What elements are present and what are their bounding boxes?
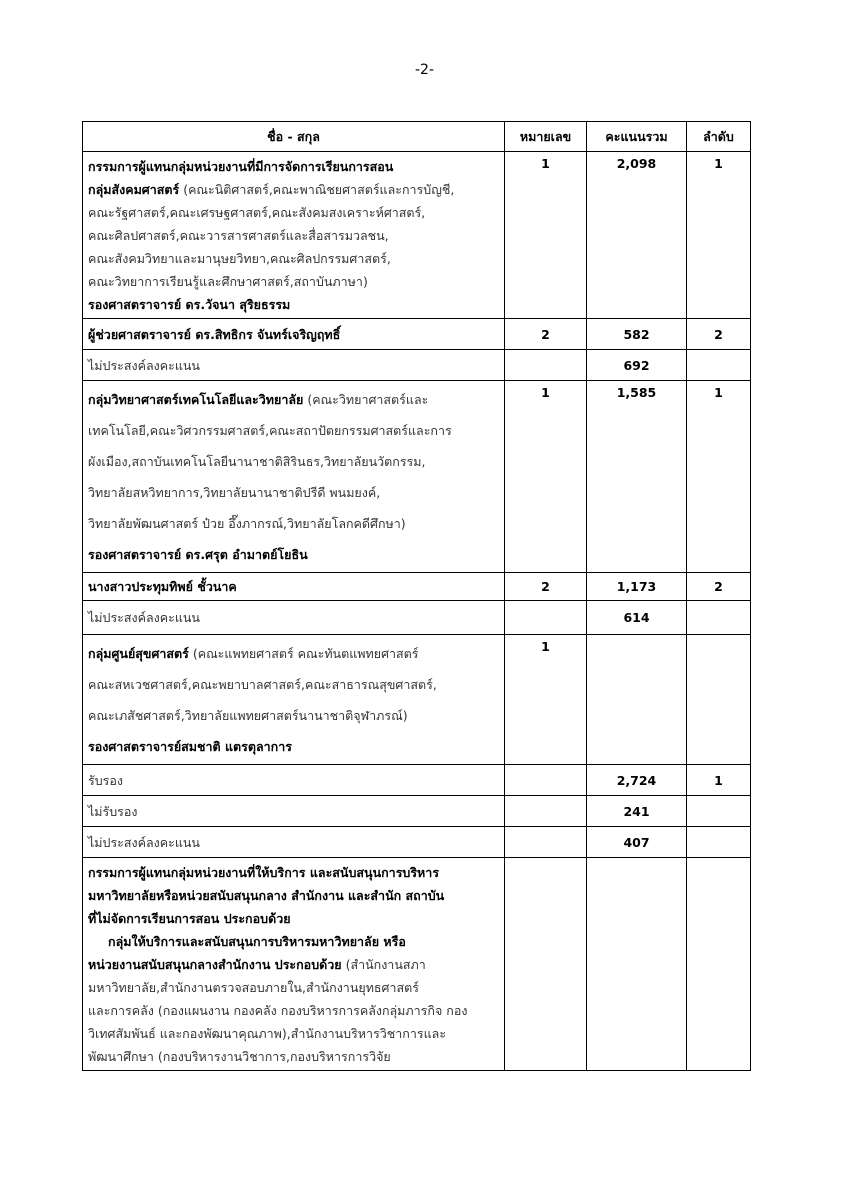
election-results-table [82, 121, 751, 1071]
candidate-total: 582 [587, 319, 687, 350]
section4-subgroup-title: กลุ่มให้บริการและสนับสนุนการบริหารมหาวิทยาลัย หรือ [108, 934, 406, 949]
candidate-number: 1 [505, 635, 587, 765]
table-row [83, 765, 751, 796]
section1-line: คณะสังคมวิทยาและมานุษยวิทยา,คณะศิลปกรรมศาสตร์, [88, 251, 391, 266]
vote-rank [687, 827, 751, 858]
empty-cell [505, 858, 587, 1071]
section2-group-desc: (คณะวิทยาศาสตร์และ [303, 392, 429, 407]
section1-cell [83, 152, 505, 319]
vote-label: ไม่ประสงค์ลงคะแนน [83, 827, 505, 858]
vote-total: 241 [587, 796, 687, 827]
empty-cell [687, 601, 751, 635]
section2-line: ผังเมือง,สถาบันเทคโนโลยีนานาชาติสิรินธร,วิทยาลัยนวัตกรรม, [88, 454, 426, 469]
table-row [83, 635, 751, 765]
page-number: -2- [414, 62, 434, 78]
abstain-label: ไม่ประสงค์ลงคะแนน [83, 350, 505, 381]
section4-group-desc: (สำนักงานสภา [341, 957, 426, 972]
section4-line: และการคลัง (กองแผนงาน กองคลัง กองบริหารการคลังกลุ่มภารกิจ กอง [88, 1003, 468, 1018]
empty-cell [505, 796, 587, 827]
section3-group-name: กลุ่มศูนย์สุขศาสตร์ [88, 646, 189, 661]
candidate-number: 1 [505, 152, 587, 319]
empty-cell [505, 350, 587, 381]
empty-cell [505, 765, 587, 796]
empty-cell [687, 635, 751, 765]
candidate-rank: 1 [687, 381, 751, 573]
candidate-name: นางสาวประทุมทิพย์ ชั้วนาค [83, 573, 505, 601]
section3-line: คณะเภสัชศาสตร์,วิทยาลัยแพทยศาสตร์นานาชาติจุฬาภรณ์) [88, 708, 408, 723]
candidate-rank: 2 [687, 573, 751, 601]
candidate-rank: 1 [687, 152, 751, 319]
header-number: หมายเลข [505, 122, 587, 152]
abstain-label: ไม่ประสงค์ลงคะแนน [83, 601, 505, 635]
section4-cell [83, 858, 505, 1071]
section2-line: เทคโนโลยี,คณะวิศวกรรมศาสตร์,คณะสถาปัตยกรรมศาสตร์และการ [88, 423, 452, 438]
candidate-number: 2 [505, 573, 587, 601]
section2-line: วิทยาลัยพัฒนศาสตร์ ป๋วย อึ๊งภากรณ์,วิทยาลัยโลกคดีศึกษา) [88, 516, 406, 531]
table-row [83, 601, 751, 635]
empty-cell [687, 350, 751, 381]
table-header-row [83, 122, 751, 152]
candidate-rank: 2 [687, 319, 751, 350]
vote-total: 407 [587, 827, 687, 858]
table-row [83, 827, 751, 858]
candidate-name: รองศาสตราจารย์สมชาติ แตรตุลาการ [88, 739, 292, 754]
section4-title: มหาวิทยาลัยหรือหน่วยสนับสนุนกลาง สำนักงาน และสำนัก สถาบัน [88, 888, 445, 903]
section4-line: พัฒนาศึกษา (กองบริหารงานวิชาการ,กองบริหารการวิจัย [88, 1049, 391, 1064]
header-name: ชื่อ - สกุล [83, 122, 505, 152]
section1-title: กรรมการผู้แทนกลุ่มหน่วยงานที่มีการจัดการเรียนการสอน [88, 159, 394, 174]
section1-line: คณะรัฐศาสตร์,คณะเศรษฐศาสตร์,คณะสังคมสงเคราะห์ศาสตร์, [88, 205, 426, 220]
table-row [83, 796, 751, 827]
vote-label: ไม่รับรอง [83, 796, 505, 827]
section3-line: คณะสหเวชศาสตร์,คณะพยาบาลศาสตร์,คณะสาธารณสุขศาสตร์, [88, 677, 437, 692]
table-row [83, 381, 751, 573]
empty-cell [505, 601, 587, 635]
table-row [83, 350, 751, 381]
section2-cell [83, 381, 505, 573]
empty-cell [587, 858, 687, 1071]
section4-group [88, 953, 499, 976]
table-row [83, 858, 751, 1071]
table-row [83, 152, 751, 319]
section1-line: คณะศิลปศาสตร์,คณะวารสารศาสตร์และสื่อสารมวลชน, [88, 228, 389, 243]
header-total: คะแนนรวม [587, 122, 687, 152]
candidate-number: 2 [505, 319, 587, 350]
section1-group-desc: (คณะนิติศาสตร์,คณะพาณิชยศาสตร์และการบัญชี, [179, 182, 455, 197]
section4-title: กรรมการผู้แทนกลุ่มหน่วยงานที่ให้บริการ และสนับสนุนการบริหาร [88, 865, 440, 880]
empty-cell [687, 858, 751, 1071]
section3-group-desc: (คณะแพทยศาสตร์ คณะทันตแพทยศาสตร์ [188, 646, 419, 661]
empty-cell [505, 827, 587, 858]
candidate-name: ผู้ช่วยศาสตราจารย์ ดร.สิทธิกร จันทร์เจริญฤทธิ์ [83, 319, 505, 350]
vote-label: รับรอง [83, 765, 505, 796]
table-row [83, 319, 751, 350]
candidate-total: 1,173 [587, 573, 687, 601]
empty-cell [587, 635, 687, 765]
section4-group-name: หน่วยงานสนับสนุนกลางสำนักงาน ประกอบด้วย [88, 957, 342, 972]
section4-title: ที่ไม่จัดการเรียนการสอน ประกอบด้วย [88, 911, 291, 926]
section1-line: คณะวิทยาการเรียนรู้และศึกษาศาสตร์,สถาบันภาษา) [88, 274, 368, 289]
candidate-total: 1,585 [587, 381, 687, 573]
section1-group [88, 178, 499, 201]
abstain-total: 692 [587, 350, 687, 381]
section1-group-name: กลุ่มสังคมศาสตร์ [88, 182, 180, 197]
abstain-total: 614 [587, 601, 687, 635]
candidate-total: 2,098 [587, 152, 687, 319]
vote-rank [687, 796, 751, 827]
section2-line: วิทยาลัยสหวิทยาการ,วิทยาลัยนานาชาติปรีดี พนมยงค์, [88, 485, 381, 500]
header-rank: ลำดับ [687, 122, 751, 152]
section4-line: มหาวิทยาลัย,สำนักงานตรวจสอบภายใน,สำนักงานยุทธศาสตร์ [88, 980, 419, 995]
section3-cell [83, 635, 505, 765]
section3-group [88, 638, 499, 669]
section2-group-name: กลุ่มวิทยาศาสตร์เทคโนโลยีและวิทยาลัย [88, 392, 304, 407]
candidate-number: 1 [505, 381, 587, 573]
section2-group [88, 384, 499, 415]
table-row [83, 573, 751, 601]
vote-rank: 1 [687, 765, 751, 796]
vote-total: 2,724 [587, 765, 687, 796]
candidate-name: รองศาสตราจารย์ ดร.วัจนา สุริยธรรม [88, 297, 291, 312]
section4-line: วิเทศสัมพันธ์ และกองพัฒนาคุณภาพ),สำนักงานบริหารวิชาการและ [88, 1026, 447, 1041]
candidate-name: รองศาสตราจารย์ ดร.ศรุต อำมาตย์โยธิน [88, 547, 308, 562]
